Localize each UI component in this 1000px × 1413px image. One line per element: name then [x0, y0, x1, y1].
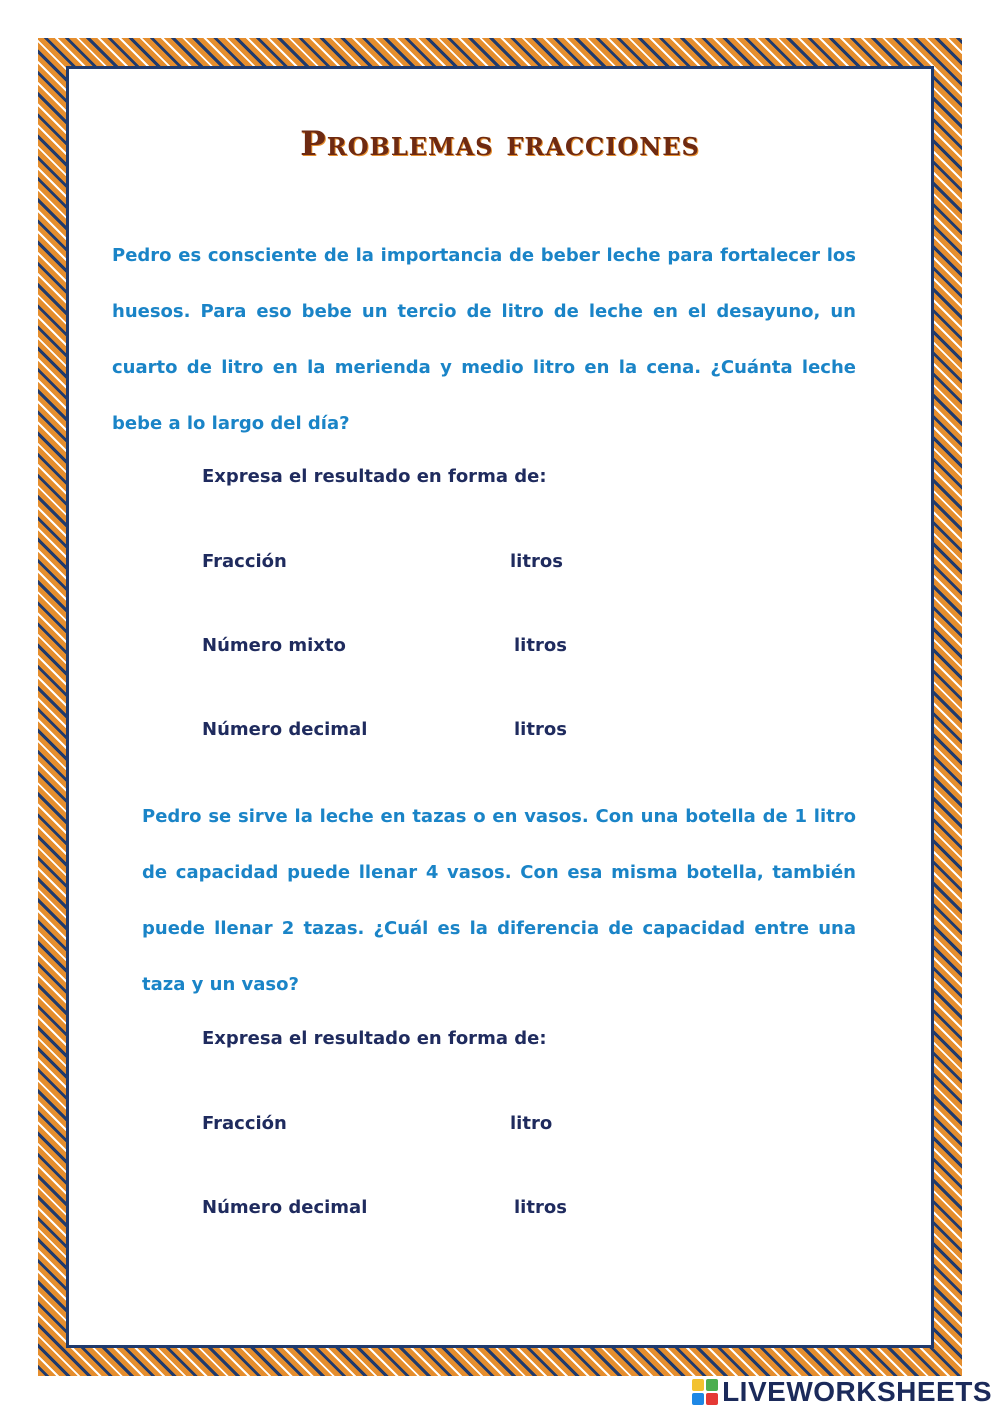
row-unit: litros [514, 635, 567, 656]
problem-1-row-decimal [202, 719, 567, 740]
row-unit: litros [510, 551, 563, 572]
row-unit: litros [514, 719, 567, 740]
row-label: Fracción [202, 1113, 287, 1134]
row-label: Número mixto [202, 635, 346, 656]
problem-1-prompt: Expresa el resultado en forma de: [202, 466, 547, 487]
liveworksheets-logo [692, 1375, 992, 1409]
row-unit: litros [514, 1197, 567, 1218]
problem-2-text: Pedro se sirve la leche en tazas o en vasos. Con una botella de 1 litro de capacidad puede llenar 4 vasos. Con esa misma botella, también puede llenar 2 tazas. ¿Cuál es la diferencia de capacidad entre una taza y un vaso? [142, 806, 856, 995]
problem-2-prompt: Expresa el resultado en forma de: [202, 1028, 547, 1049]
problem-1-row-mixto [202, 635, 567, 656]
row-label: Número decimal [202, 719, 368, 740]
problem-2-row-decimal [202, 1197, 567, 1218]
row-label: Número decimal [202, 1197, 368, 1218]
brand-text: LIVEWORKSHEETS [722, 1376, 992, 1407]
problem-2-row-fraccion [202, 1113, 553, 1134]
problem-1-row-fraccion [202, 551, 563, 572]
liveworksheets-icon [692, 1379, 718, 1405]
problem-1-text: Pedro es consciente de la importancia de beber leche para fortalecer los huesos. Para eso bebe un tercio de litro de leche en el desayuno, un cuarto de litro en la merienda y medio litro en la cena. ¿Cuánta leche bebe a lo largo del día? [112, 245, 856, 434]
page-title: Problemas fracciones [300, 124, 700, 164]
row-unit: litro [510, 1113, 553, 1134]
row-label: Fracción [202, 551, 287, 572]
